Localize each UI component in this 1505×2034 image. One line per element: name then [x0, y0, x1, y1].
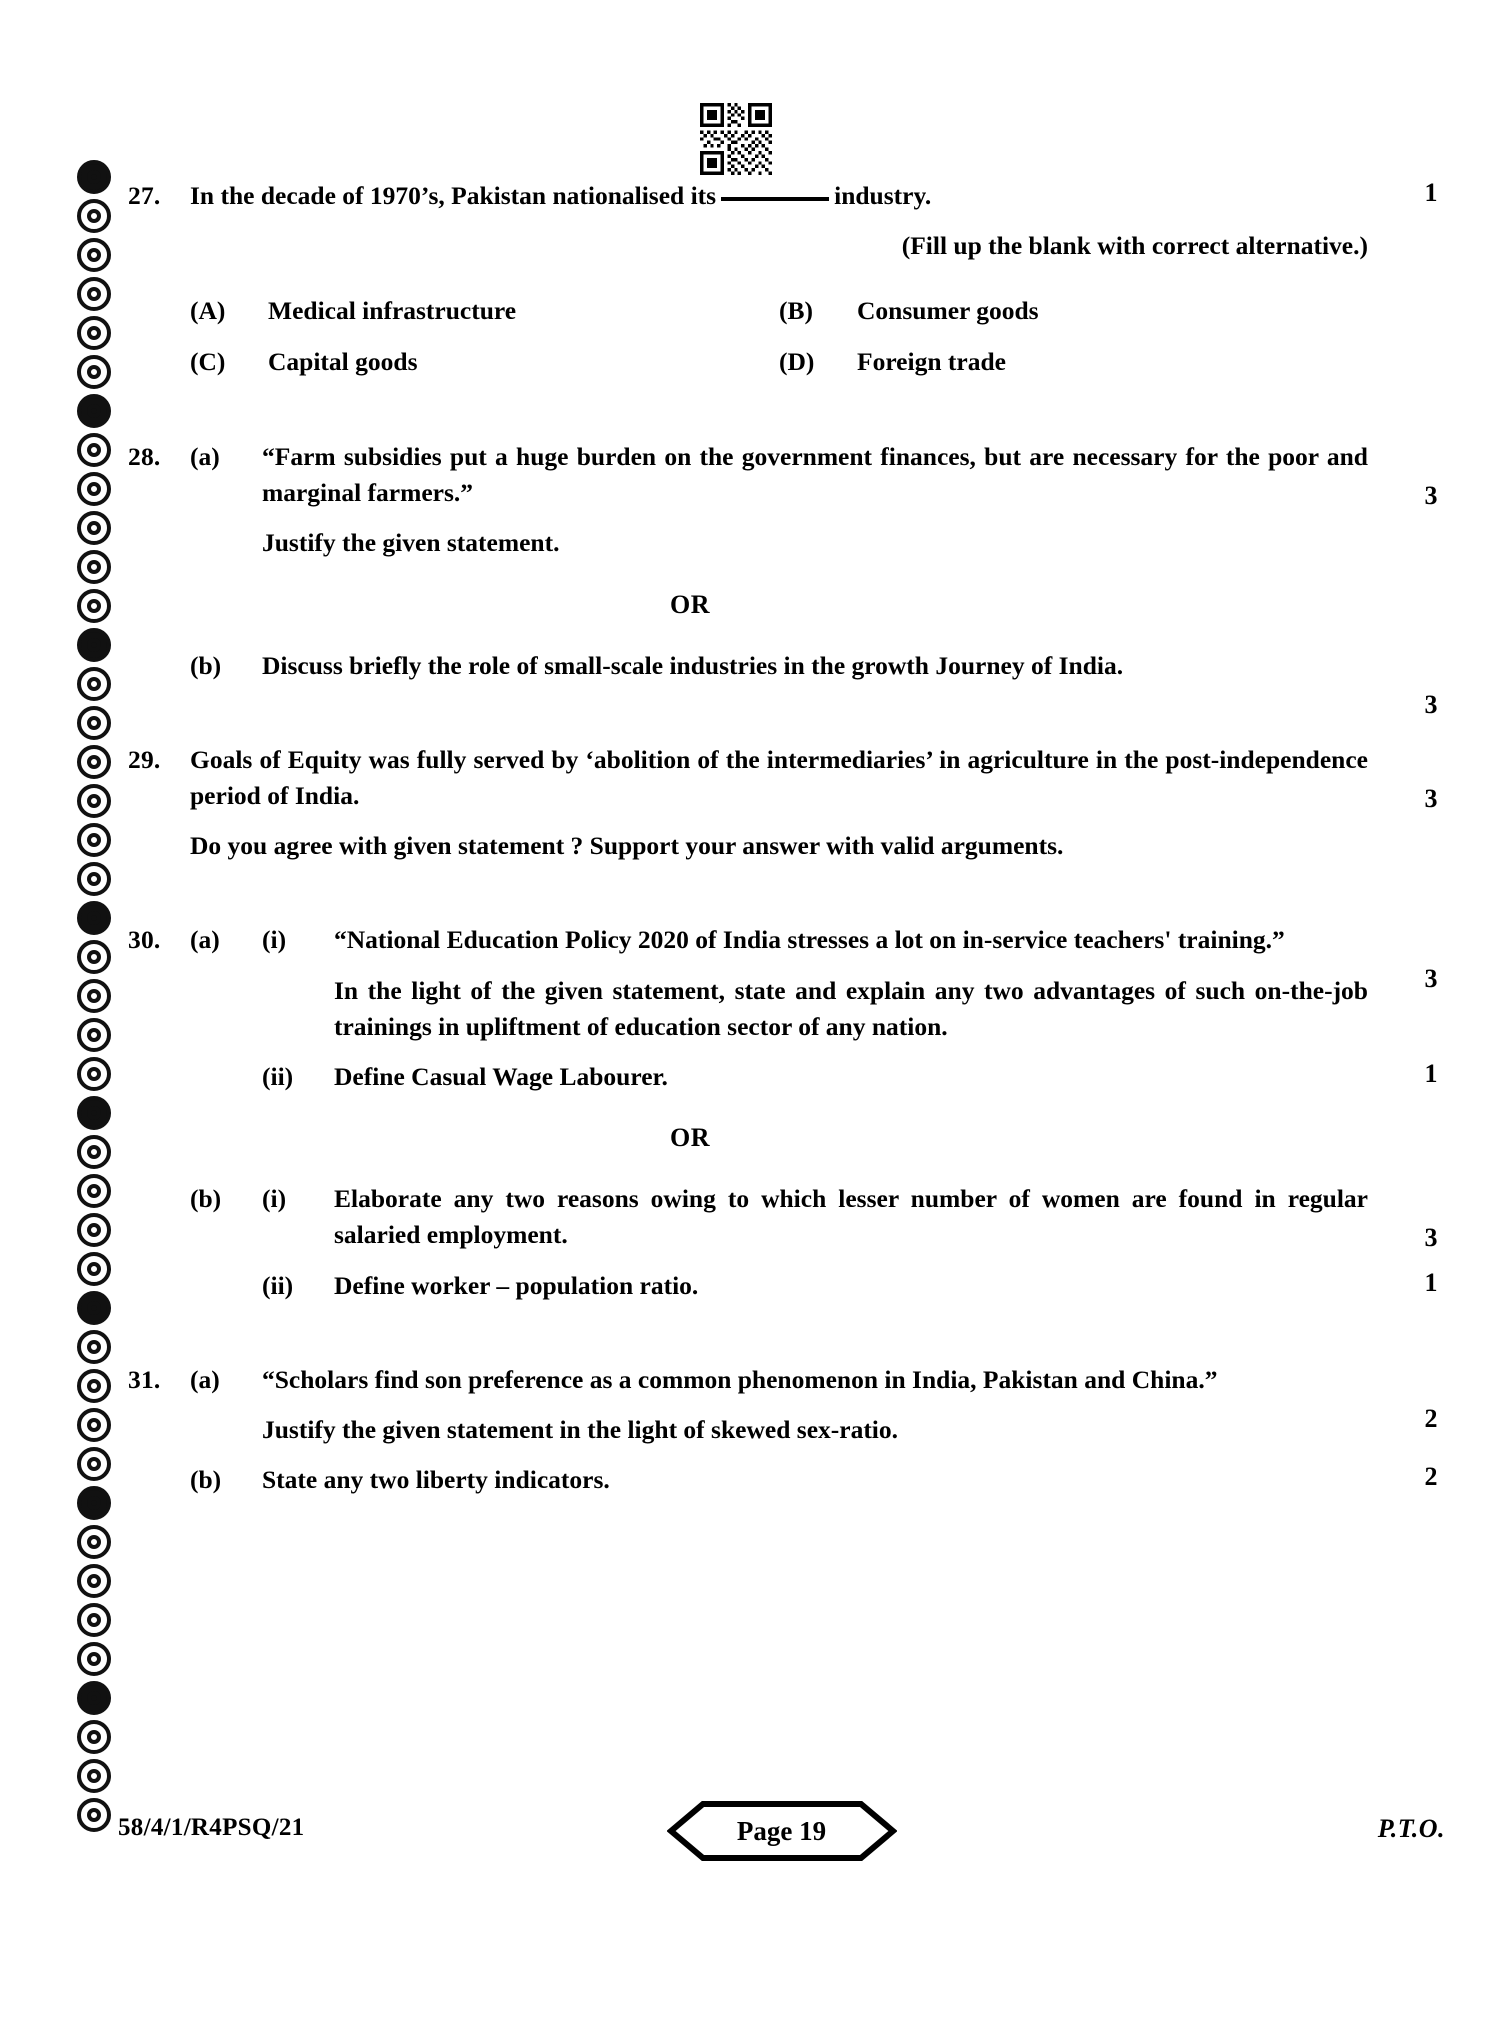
marks-value: 2	[1424, 1403, 1438, 1433]
binding-hole	[77, 160, 111, 194]
option-b[interactable]	[779, 292, 1368, 330]
binding-hole	[77, 1291, 111, 1325]
part-a-text: “Farm subsidies put a huge burden on the government finances, but are necessary for the poor and marginal farmers.”	[262, 441, 1368, 508]
binding-hole	[77, 667, 111, 701]
binding-hole	[77, 394, 111, 428]
question-number: 28.	[128, 441, 161, 471]
option-b-key: (B)	[779, 296, 813, 326]
binding-hole	[77, 940, 111, 974]
binding-hole	[77, 1408, 111, 1442]
question-30	[128, 922, 1438, 1303]
binding-hole	[77, 1096, 111, 1130]
marks-value: 3	[1424, 964, 1438, 994]
binding-hole	[77, 511, 111, 545]
binding-hole	[77, 1135, 111, 1169]
question-31	[128, 1362, 1438, 1499]
binding-hole	[77, 628, 111, 662]
binding-hole	[77, 979, 111, 1013]
option-row-cd	[190, 343, 1368, 381]
option-row-ab	[190, 292, 1368, 330]
binding-hole	[77, 1213, 111, 1247]
pto-label: P.T.O.	[1377, 1814, 1445, 1843]
marks-value: 3	[1424, 480, 1438, 510]
option-d-label: Foreign trade	[857, 346, 1006, 376]
question-text-2: Do you agree with given statement ? Support your answer with valid arguments.	[190, 831, 1064, 861]
option-a[interactable]	[190, 292, 779, 330]
part-a-text: “Scholars find son preference as a common phenomenon in India, Pakistan and China.”	[262, 1364, 1218, 1394]
binding-hole	[77, 1369, 111, 1403]
binding-hole	[77, 1525, 111, 1559]
binding-hole	[77, 1018, 111, 1052]
binding-hole	[77, 823, 111, 857]
question-number: 27.	[128, 181, 161, 210]
question-number: 30.	[128, 925, 161, 955]
binding-hole	[77, 1252, 111, 1286]
sub-label-a-i: (i)	[262, 925, 287, 955]
binding-hole	[77, 1681, 111, 1715]
fill-instruction: (Fill up the blank with correct alternative.)	[901, 231, 1368, 261]
part-label-a: (a)	[190, 441, 220, 471]
binding-hole	[77, 199, 111, 233]
part-b-text: Discuss briefly the role of small-scale industries in the growth Journey of India.	[262, 650, 1124, 680]
binding-hole-column	[72, 160, 116, 1860]
binding-hole	[77, 589, 111, 623]
option-c-label: Capital goods	[268, 346, 418, 376]
binding-hole	[77, 316, 111, 350]
option-a-label: Medical infrastructure	[268, 296, 517, 326]
binding-hole	[77, 238, 111, 272]
qr-code-icon	[700, 103, 772, 175]
binding-hole	[77, 277, 111, 311]
binding-hole	[77, 1642, 111, 1676]
binding-hole	[77, 1798, 111, 1832]
part-label-b: (b)	[190, 1465, 222, 1495]
binding-hole	[77, 745, 111, 779]
marks-value: 1	[1424, 178, 1438, 207]
marks-value: 1	[1424, 1058, 1438, 1088]
page-number-label: Page 19	[736, 1815, 827, 1846]
question-stem	[190, 178, 1368, 214]
part-label-b: (b)	[190, 650, 222, 680]
part-a-follow: Justify the given statement.	[262, 528, 560, 558]
stem-text-after: industry.	[834, 181, 932, 210]
part-a-ii-text: Define Casual Wage Labourer.	[334, 1061, 668, 1091]
option-d[interactable]	[779, 343, 1368, 381]
marks-value: 3	[1424, 689, 1438, 719]
or-separator: OR	[670, 589, 710, 619]
binding-hole	[77, 1174, 111, 1208]
binding-hole	[77, 1759, 111, 1793]
or-separator: OR	[670, 1123, 710, 1153]
part-label-a: (a)	[190, 1364, 220, 1394]
option-a-key: (A)	[190, 296, 226, 326]
marks-value: 3	[1424, 783, 1438, 813]
binding-hole	[77, 1486, 111, 1520]
fill-blank[interactable]	[721, 197, 829, 201]
question-number: 29.	[128, 744, 161, 774]
binding-hole	[77, 706, 111, 740]
binding-hole	[77, 1447, 111, 1481]
binding-hole	[77, 1720, 111, 1754]
part-b-text: State any two liberty indicators.	[262, 1465, 610, 1495]
part-a-follow: Justify the given statement in the light of skewed sex-ratio.	[262, 1414, 899, 1444]
option-c-key: (C)	[190, 346, 226, 376]
paper-code: 58/4/1/R4PSQ/21	[118, 1814, 305, 1841]
option-d-key: (D)	[779, 346, 815, 376]
binding-hole	[77, 355, 111, 389]
binding-hole	[77, 784, 111, 818]
binding-hole	[77, 1603, 111, 1637]
marks-value: 2	[1424, 1462, 1438, 1492]
binding-hole	[77, 550, 111, 584]
part-b-i-text: Elaborate any two reasons owing to which lesser number of women are found in regular salaried employment.	[334, 1184, 1368, 1250]
question-number: 31.	[128, 1364, 161, 1394]
part-label-a: (a)	[190, 925, 220, 955]
page-number-badge	[667, 1800, 897, 1862]
question-list	[128, 178, 1438, 1498]
marks-value: 3	[1424, 1223, 1438, 1253]
stem-text-before: In the decade of 1970’s, Pakistan nationalised its	[190, 181, 717, 210]
binding-hole	[77, 1057, 111, 1091]
sub-label-a-ii: (ii)	[262, 1061, 294, 1091]
sub-label-b-i: (i)	[262, 1184, 287, 1214]
question-28	[128, 439, 1438, 719]
binding-hole	[77, 862, 111, 896]
option-c[interactable]	[190, 343, 779, 381]
binding-hole	[77, 433, 111, 467]
question-27	[128, 178, 1438, 381]
part-a-i-follow: In the light of the given statement, state and explain any two advantages of such on-the-job trainings in upliftment of education sector of any nation.	[334, 975, 1368, 1041]
part-label-b: (b)	[190, 1184, 222, 1214]
option-b-label: Consumer goods	[857, 296, 1039, 326]
page-footer	[118, 1808, 1445, 1868]
question-text-1: Goals of Equity was fully served by ‘abolition of the intermediaries’ in agriculture in the post-independence period of India.	[190, 744, 1368, 810]
sub-label-b-ii: (ii)	[262, 1270, 294, 1300]
question-29	[128, 742, 1438, 865]
binding-hole	[77, 901, 111, 935]
part-b-ii-text: Define worker – population ratio.	[334, 1270, 699, 1300]
marks-value: 1	[1424, 1267, 1438, 1297]
binding-hole	[77, 1564, 111, 1598]
part-a-i-text: “National Education Policy 2020 of India stresses a lot on in-service teachers' training.”	[334, 925, 1285, 955]
binding-hole	[77, 1330, 111, 1364]
binding-hole	[77, 472, 111, 506]
